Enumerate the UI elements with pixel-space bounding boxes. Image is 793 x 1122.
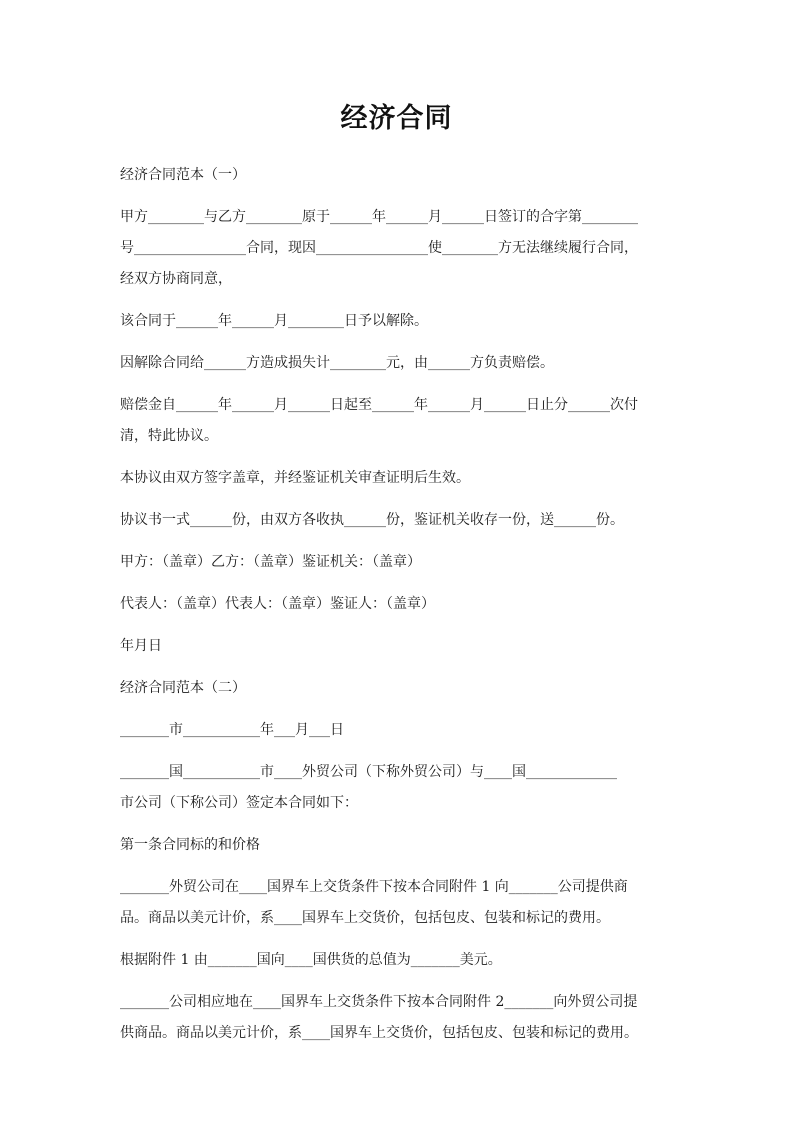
- paragraph-line: _______国___________市____外贸公司（下称外贸公司）与____国_____________: [120, 764, 617, 780]
- paragraph-line: 根据附件 1 由_______国向____国供货的总值为_______美元。: [120, 952, 502, 968]
- signature-line: 甲方：（盖章）乙方：（盖章）鉴证机关：（盖章）: [120, 554, 421, 570]
- paragraph-line: 品。商品以美元计价，系____国界车上交货价，包括包皮、包装和标记的费用。: [120, 910, 610, 926]
- paragraph-line: 因解除合同给______方造成损失计________元，由______方负责赔偿。: [120, 355, 554, 371]
- article-heading: 第一条合同标的和价格: [120, 837, 260, 853]
- date-line: 年月日: [120, 638, 162, 654]
- document-body: [120, 160, 678, 1049]
- paragraph-line: 号________________合同，现因________________使________方无法继续履行合同，: [120, 240, 638, 256]
- paragraph-line: _______公司相应地在____国界车上交货条件下按本合同附件 2_______向外贸公司提: [120, 994, 638, 1010]
- paragraph-line: 本协议由双方签字盖章，并经鉴证机关审查证明后生效。: [120, 470, 470, 486]
- paragraph-line: 清，特此协议。: [120, 428, 218, 444]
- paragraph-line: 甲方________与乙方________原于______年______月______日签订的合字第________: [120, 209, 638, 225]
- paragraph-line: 市公司（下称公司）签定本合同如下：: [120, 795, 358, 811]
- paragraph-line: 该合同于______年______月________日予以解除。: [120, 313, 428, 329]
- paragraph-line: 赔偿金自______年______月______日起至______年______月______日止分______次付: [120, 397, 638, 413]
- paragraph-line: _______外贸公司在____国界车上交货条件下按本合同附件 1 向_______公司提供商: [120, 879, 628, 895]
- paragraph-line: _______市___________年___月___日: [120, 722, 344, 738]
- document-title: 经济合同: [340, 103, 453, 134]
- section-heading-2: 经济合同范本（二）: [120, 680, 246, 696]
- paragraph-line: 供商品。商品以美元计价，系____国界车上交货价，包括包皮、包装和标记的费用。: [120, 1025, 638, 1041]
- signature-line: 代表人：（盖章）代表人：（盖章）鉴证人：（盖章）: [120, 596, 435, 612]
- section-heading-1: 经济合同范本（一）: [120, 167, 246, 183]
- paragraph-line: 经双方协商同意，: [120, 271, 232, 287]
- paragraph-line: 协议书一式______份，由双方各收执______份，鉴证机关收存一份，送______份。: [120, 512, 624, 528]
